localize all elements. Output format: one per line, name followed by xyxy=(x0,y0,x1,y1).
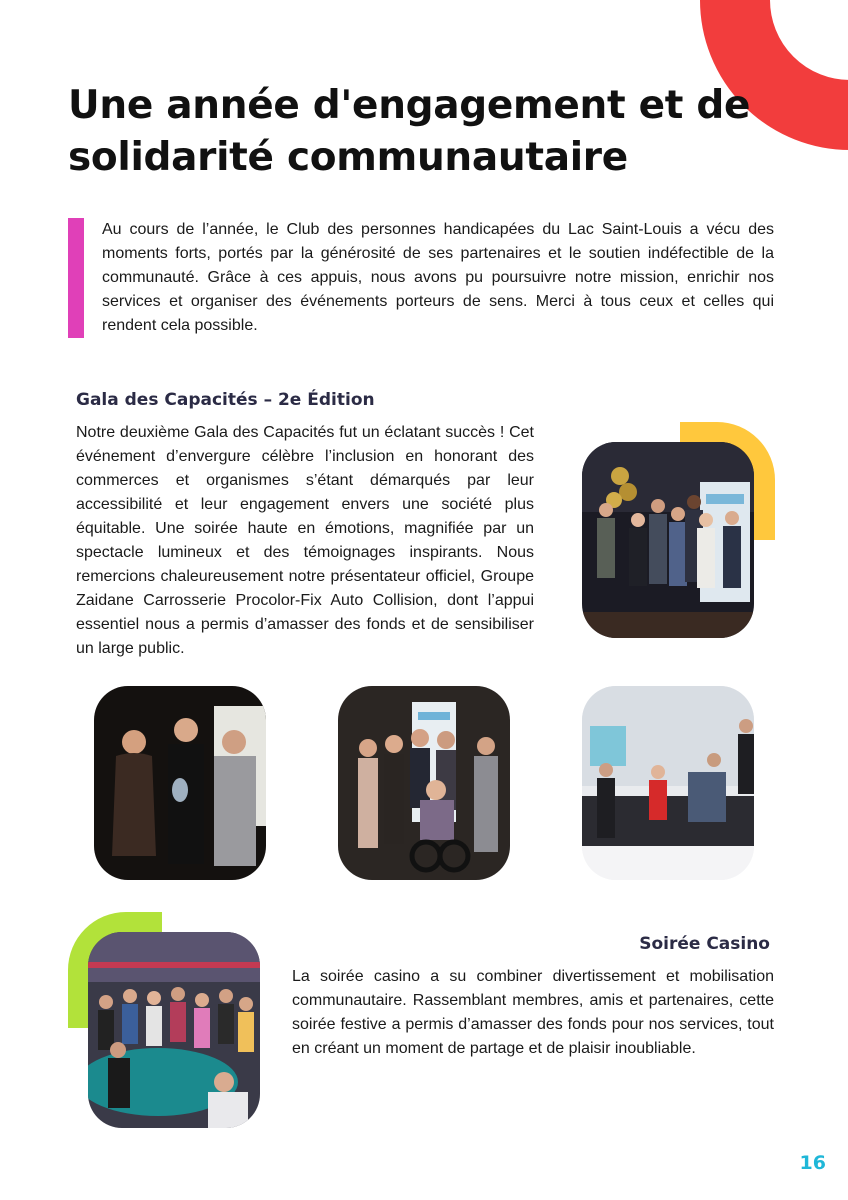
gala-wheelchair-photo xyxy=(338,686,510,880)
gala-group-photo xyxy=(582,442,754,638)
gala-stage-photo xyxy=(582,686,754,880)
page-number: 16 xyxy=(799,1152,826,1174)
gala-award-photo xyxy=(94,686,266,880)
intro-accent-bar xyxy=(68,218,84,338)
casino-photo xyxy=(88,932,260,1128)
intro-paragraph: Au cours de l’année, le Club des personnes handicapées du Lac Saint-Louis a vécu des moments forts, portés par la générosité de ses partenaires et le soutien indéfectible de la communauté. Grâce à ces appuis, nous avons pu poursuivre notre mission, enrichir nos services et organiser des événements porteurs de sens. Merci à tous ceux et celles qui rendent cela possible. xyxy=(102,221,774,334)
page-title: Une année d'engagement et de solidarité communautaire xyxy=(68,83,751,180)
gala-paragraph: Notre deuxième Gala des Capacités fut un éclatant succès ! Cet événement d’envergure célèbre l’inclusion en honorant des commerces et organismes s’étant démarqués par leur accessibilité et leur engagement envers une société plus équitable. Une soirée haute en émotions, magnifiée par un spectacle lumineux et des témoignages inspirants. Nous remercions chaleureusement notre présentateur officiel, Groupe Zaidane Carrosserie Procolor-Fix Auto Collision, dont l’appui essentiel nous a permis d’amasser des fonds et de sensibiliser un large public. xyxy=(76,424,534,657)
casino-heading: Soirée Casino xyxy=(639,934,770,954)
gala-heading: Gala des Capacités – 2e Édition xyxy=(76,390,375,410)
casino-paragraph: La soirée casino a su combiner divertissement et mobilisation communautaire. Rassemblant membres, amis et partenaires, cette soirée festive a permis d’amasser des fonds pour nos services, tout en créant un moment de partage et de plaisir inoubliable. xyxy=(292,968,774,1057)
